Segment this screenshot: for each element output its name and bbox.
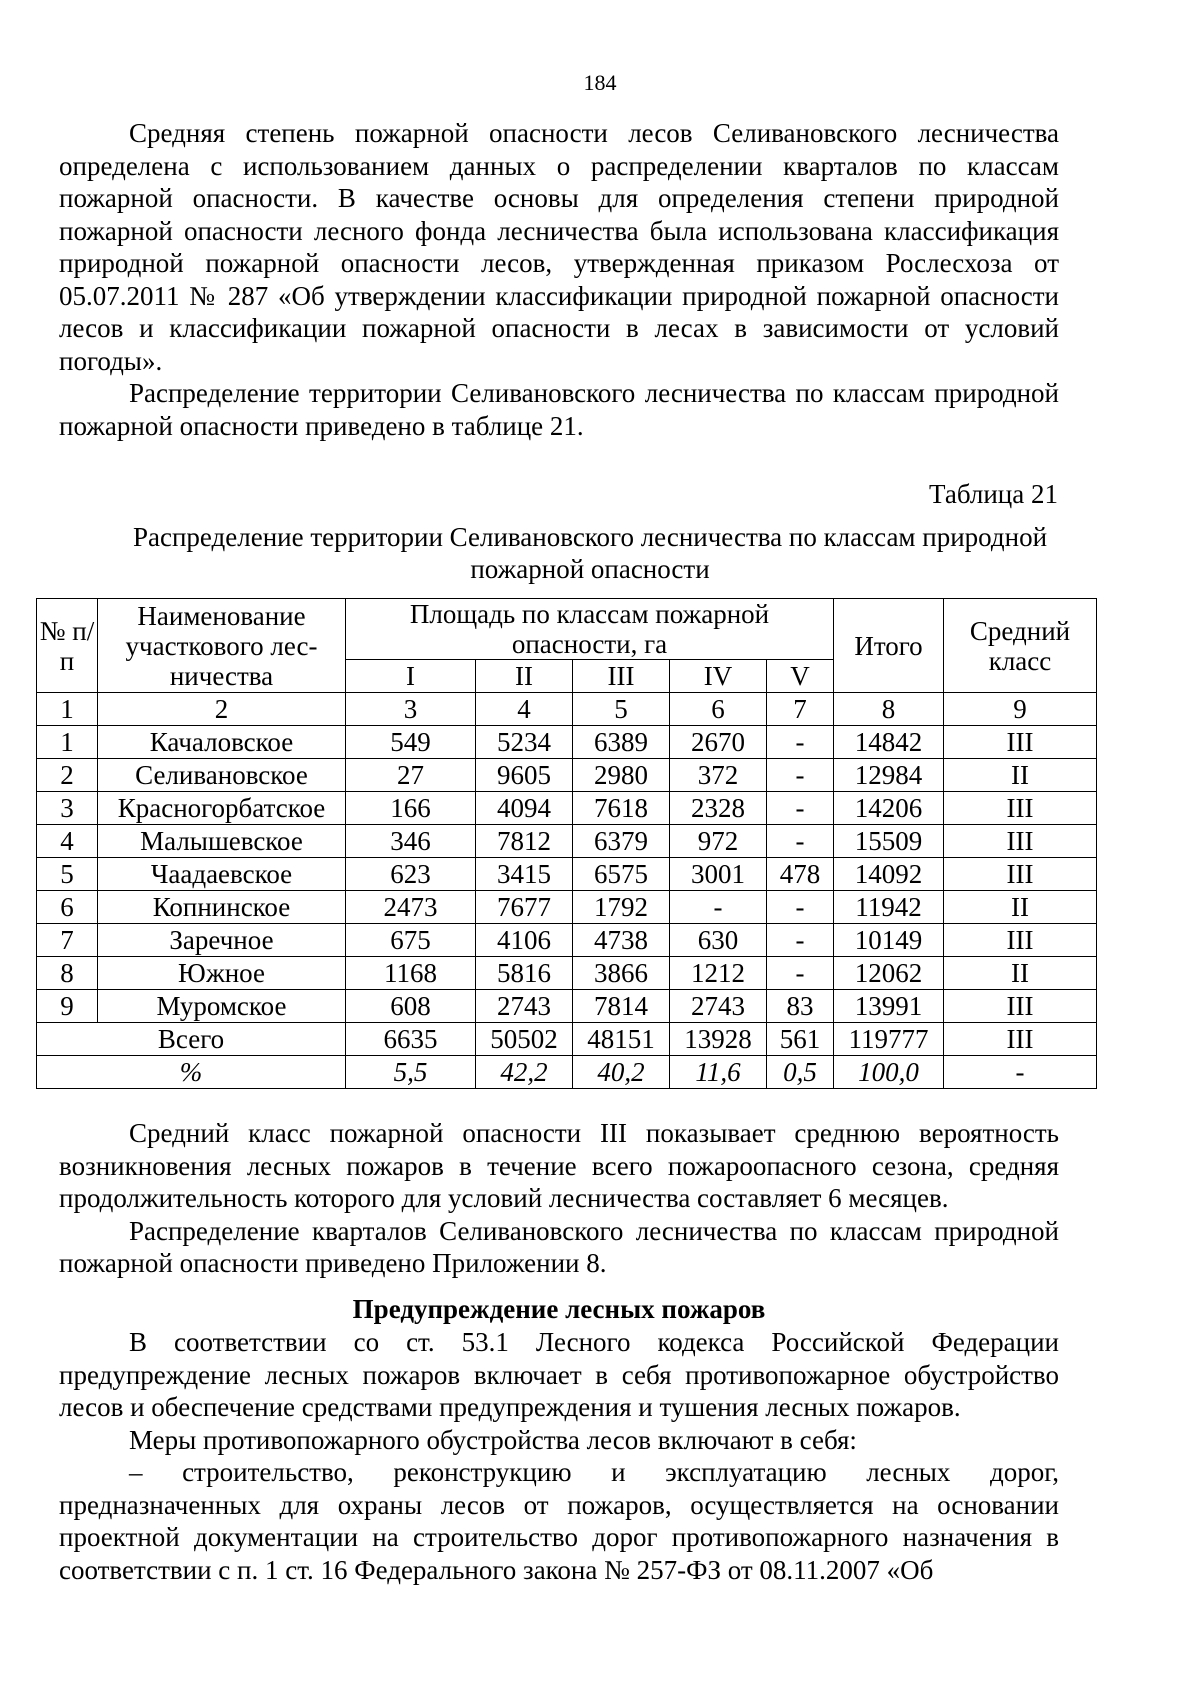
table-cell: 6379 xyxy=(573,825,670,858)
total-row xyxy=(37,1023,1097,1056)
table-cell: 10149 xyxy=(834,924,944,957)
table-cell: 1212 xyxy=(670,957,767,990)
table-cell: 7618 xyxy=(573,792,670,825)
table-cell: II xyxy=(944,759,1097,792)
table-cell: - xyxy=(767,792,834,825)
table-cell: Заречное xyxy=(98,924,346,957)
header-class-4: IV xyxy=(670,660,767,693)
table-cell: 7 xyxy=(37,924,98,957)
page-number: 184 xyxy=(583,70,617,95)
table-cell: Качаловское xyxy=(98,726,346,759)
table-title-line2: пожарной опасности xyxy=(470,554,710,584)
table-cell: 2670 xyxy=(670,726,767,759)
total-cell: 119777 xyxy=(834,1023,944,1056)
table-cell: 346 xyxy=(346,825,476,858)
table-cell: 1 xyxy=(37,726,98,759)
table-row xyxy=(37,792,1097,825)
table-cell: 8 xyxy=(37,957,98,990)
summary-text xyxy=(59,1117,1059,1280)
table-cell: III xyxy=(944,858,1097,891)
table-cell: 3866 xyxy=(573,957,670,990)
percent-cell: - xyxy=(944,1056,1097,1089)
table-cell: 15509 xyxy=(834,825,944,858)
table-row xyxy=(37,825,1097,858)
percent-cell: % xyxy=(37,1056,346,1089)
percent-row xyxy=(37,1056,1097,1089)
table-cell: 623 xyxy=(346,858,476,891)
table-cell: 4106 xyxy=(476,924,573,957)
column-number-cell: 5 xyxy=(573,693,670,726)
table-cell: 4 xyxy=(37,825,98,858)
percent-cell: 5,5 xyxy=(346,1056,476,1089)
column-number-cell: 6 xyxy=(670,693,767,726)
table-cell: - xyxy=(767,957,834,990)
table-cell: II xyxy=(944,957,1097,990)
percent-cell: 0,5 xyxy=(767,1056,834,1089)
table-cell: 5816 xyxy=(476,957,573,990)
header-class-2: II xyxy=(476,660,573,693)
table-cell: - xyxy=(767,825,834,858)
table-row xyxy=(37,858,1097,891)
paragraph-appendix-reference: Распределение кварталов Селивановского лесничества по классам природной пожарной опасности приведено Приложении 8. xyxy=(59,1215,1059,1278)
table-cell: 1168 xyxy=(346,957,476,990)
table-cell: - xyxy=(767,891,834,924)
total-cell: 561 xyxy=(767,1023,834,1056)
column-number-cell: 3 xyxy=(346,693,476,726)
total-cell: 6635 xyxy=(346,1023,476,1056)
header-class-1: I xyxy=(346,660,476,693)
table-cell: Селивановское xyxy=(98,759,346,792)
prevention-text xyxy=(59,1326,1059,1586)
table-cell: - xyxy=(767,726,834,759)
table-cell: 3001 xyxy=(670,858,767,891)
table-cell: 630 xyxy=(670,924,767,957)
total-cell: 48151 xyxy=(573,1023,670,1056)
table-row xyxy=(37,891,1097,924)
table-cell: 2328 xyxy=(670,792,767,825)
section-heading: Предупреждение лесных пожаров xyxy=(352,1294,766,1324)
header-area-by-class: Площадь по классам пожарной опасности, га xyxy=(346,599,834,660)
paragraph-average-class: Средний класс пожарной опасности III показывает среднюю вероятность возникновения лесных пожаров в течение всего пожароопасного сезона, средняя продолжительность которого для условий лесничества составляет 6 месяцев. xyxy=(59,1118,1059,1213)
table-title xyxy=(40,521,1140,585)
header-average-class: Средний класс xyxy=(944,599,1097,693)
table-cell: 7677 xyxy=(476,891,573,924)
table-cell: III xyxy=(944,825,1097,858)
table-cell: 1792 xyxy=(573,891,670,924)
table-cell: 6 xyxy=(37,891,98,924)
intro-text xyxy=(59,117,1059,442)
table-cell: Малышевское xyxy=(98,825,346,858)
table-cell: 14842 xyxy=(834,726,944,759)
table-label: Таблица 21 xyxy=(929,479,1058,509)
table-cell: 2473 xyxy=(346,891,476,924)
header-number: № п/п xyxy=(37,599,98,693)
column-number-cell: 1 xyxy=(37,693,98,726)
table-cell: 14092 xyxy=(834,858,944,891)
column-number-cell: 8 xyxy=(834,693,944,726)
column-number-cell: 7 xyxy=(767,693,834,726)
table-cell: 2743 xyxy=(476,990,573,1023)
table-cell: III xyxy=(944,990,1097,1023)
table-cell: 166 xyxy=(346,792,476,825)
table-cell: III xyxy=(944,792,1097,825)
table-cell: 9 xyxy=(37,990,98,1023)
table-cell: III xyxy=(944,726,1097,759)
table-cell: 7812 xyxy=(476,825,573,858)
table-cell: 549 xyxy=(346,726,476,759)
paragraph-roads: – строительство, реконструкцию и эксплуатацию лесных дорог, предназначенных для охраны лесов от пожаров, осуществляется на основании проектной документации на строительство дорог противопожарного назначения в соответствии с п. 1 ст. 16 Федерального закона № 257-ФЗ от 08.11.2007 «Об xyxy=(59,1457,1059,1585)
table-row xyxy=(37,924,1097,957)
table-cell: 972 xyxy=(670,825,767,858)
table-cell: - xyxy=(767,924,834,957)
table-cell: 4094 xyxy=(476,792,573,825)
total-cell: 13928 xyxy=(670,1023,767,1056)
table-cell: Красногорбатское xyxy=(98,792,346,825)
table-cell: 7814 xyxy=(573,990,670,1023)
table-row xyxy=(37,759,1097,792)
header-district-name: Наименование участкового лес-ничества xyxy=(98,599,346,693)
table-cell: 5 xyxy=(37,858,98,891)
total-cell: III xyxy=(944,1023,1097,1056)
header-class-3: III xyxy=(573,660,670,693)
column-number-cell: 2 xyxy=(98,693,346,726)
table-cell: 12984 xyxy=(834,759,944,792)
paragraph-forest-code: В соответствии со ст. 53.1 Лесного кодекса Российской Федерации предупреждение лесных пожаров включает в себя противопожарное обустройство лесов и обеспечение средствами предупреждения и тушения лесных пожаров. xyxy=(59,1327,1059,1422)
column-number-cell: 9 xyxy=(944,693,1097,726)
table-cell: 14206 xyxy=(834,792,944,825)
table-cell: - xyxy=(670,891,767,924)
percent-cell: 42,2 xyxy=(476,1056,573,1089)
total-cell: 50502 xyxy=(476,1023,573,1056)
table-cell: 2980 xyxy=(573,759,670,792)
table-cell: 13991 xyxy=(834,990,944,1023)
table-cell: 11942 xyxy=(834,891,944,924)
table-cell: Южное xyxy=(98,957,346,990)
paragraph-measures-intro: Меры противопожарного обустройства лесов включают в себя: xyxy=(129,1424,857,1455)
table-cell: 27 xyxy=(346,759,476,792)
column-number-row xyxy=(37,693,1097,726)
table-cell: 608 xyxy=(346,990,476,1023)
table-cell: 372 xyxy=(670,759,767,792)
header-class-5: V xyxy=(767,660,834,693)
table-cell: 5234 xyxy=(476,726,573,759)
table-cell: - xyxy=(767,759,834,792)
table-cell: 3415 xyxy=(476,858,573,891)
percent-cell: 100,0 xyxy=(834,1056,944,1089)
total-cell: Всего xyxy=(37,1023,346,1056)
table-cell: 4738 xyxy=(573,924,670,957)
table-cell: 6575 xyxy=(573,858,670,891)
table-row xyxy=(37,726,1097,759)
table-cell: 12062 xyxy=(834,957,944,990)
table-cell: 9605 xyxy=(476,759,573,792)
table-cell: 2 xyxy=(37,759,98,792)
table-cell: 675 xyxy=(346,924,476,957)
table-cell: 83 xyxy=(767,990,834,1023)
column-number-cell: 4 xyxy=(476,693,573,726)
table-row xyxy=(37,990,1097,1023)
table-cell: III xyxy=(944,924,1097,957)
table-cell: 478 xyxy=(767,858,834,891)
paragraph-table-reference: Распределение территории Селивановского лесничества по классам природной пожарной опасности приведено в таблице 21. xyxy=(59,378,1059,441)
table-cell: 6389 xyxy=(573,726,670,759)
fire-class-table xyxy=(36,598,1097,1089)
table-title-line1: Распределение территории Селивановского лесничества по классам природной xyxy=(132,522,1048,552)
table-cell: 2743 xyxy=(670,990,767,1023)
table-cell: Чаадаевское xyxy=(98,858,346,891)
table-cell: II xyxy=(944,891,1097,924)
header-total: Итого xyxy=(834,599,944,693)
paragraph-methodology: Средняя степень пожарной опасности лесов Селивановского лесничества определена с использованием данных о распределении кварталов по классам пожарной опасности. В качестве основы для определения степени природной пожарной опасности лесного фонда лесничества была использована классификация природной пожарной опасности лесов, утвержденная приказом Рослесхоза от 05.07.2011 № 287 «Об утверждении классификации природной пожарной опасности лесов и классификации пожарной опасности в лесах в зависимости от условий погоды». xyxy=(59,118,1059,376)
percent-cell: 11,6 xyxy=(670,1056,767,1089)
table-cell: Копнинское xyxy=(98,891,346,924)
percent-cell: 40,2 xyxy=(573,1056,670,1089)
table-cell: Муромское xyxy=(98,990,346,1023)
table-row xyxy=(37,957,1097,990)
table-cell: 3 xyxy=(37,792,98,825)
